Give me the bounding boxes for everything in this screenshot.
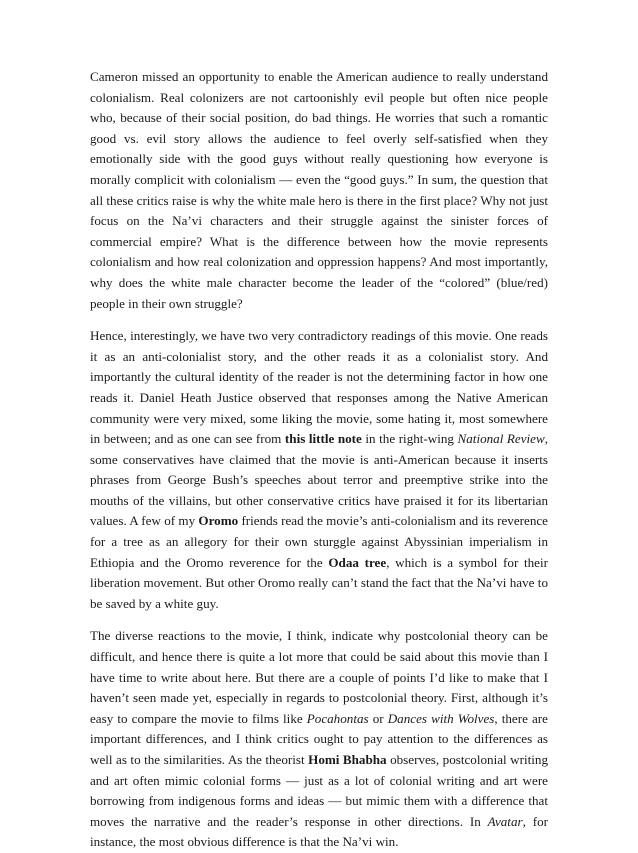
italic-title: Avatar: [487, 813, 523, 829]
bold-term: this little note: [284, 431, 362, 447]
text-run: friends read the movie’s anti-colonialism and its reverence for a tree as an allegory for their own sturggle against Abyssinian imperialism in Ethiopia and the Oromo reverence for the: [90, 513, 548, 570]
paragraph-3: [90, 626, 548, 853]
text-run: , which is a symbol for their liberation movement. But other Oromo really can’t stand the fact that the Na’vi have to be saved by a white guy.: [90, 554, 548, 611]
italic-title: Pocahontas: [306, 710, 369, 726]
text-run: , some conservatives have claimed that the movie is anti-American because it inserts phrases from George Bush’s speeches about terror and preemptive strike into the mouths of the villains, but other conservative critics have praised it for its libertarian values. A few of my: [90, 431, 549, 529]
text-run: observes, postcolonial writing and art often mimic colonial forms — just as a lot of colonial writing and art were borrowing from indigenous forms and ideas — but mimic them with a difference that moves the narrative and the reader’s response in other directions. In: [90, 752, 548, 829]
italic-title: Dances with Wolves: [387, 710, 495, 726]
italic-title: National Review: [457, 431, 545, 447]
text-run: Hence, interestingly, we have two very contradictory readings of this movie. One reads it as an anti-colonialist story, and the other reads it as a colonialist story. And importantly the cultural identity of the reader is not the determining factor in how one reads it. Daniel Heath Justice observed that responses among the Native American community were very mixed, some liking the movie, some hating it, most somewhere in between; and as one can see from: [90, 328, 548, 447]
text-run: in the right-wing: [361, 431, 458, 447]
bold-term: Odaa tree: [328, 554, 387, 570]
bold-term: Homi Bhabha: [308, 752, 387, 767]
document-body: [90, 67, 548, 853]
paragraph-1: [90, 67, 548, 314]
text-run: Cameron missed an opportunity to enable the American audience to really understand colonialism. Real colonizers are not cartoonishly evil people but often nice people who, because of their social position, do bad things. He worries that such a romantic good vs. evil story allows the audience to feel overly self-satisfied when they emotionally side with the good guys without really questioning how everyone is morally complicit with colonialism — even the “good guys.” In sum, the question that all these critics raise is why the white male hero is there in the first place? Why not just focus on the Na’vi characters and their struggle against the sinister forces of commercial empire? What is the difference between how the movie represents colonialism and how real colonization and oppression happens? And most importantly, why does the white male character become the leader of the “colored” (blue/red) people in their own struggle?: [90, 69, 548, 311]
text-run: The diverse reactions to the movie, I think, indicate why postcolonial theory can be difficult, and hence there is quite a lot more that could be said about this movie than I have time to write about here. But there are a couple of points I’d like to make that I haven’t seen made yet, especially in regards to postcolonial theory. First, although it’s easy to compare the movie to films like: [90, 628, 548, 726]
text-run: or: [368, 710, 388, 726]
paragraph-2: [90, 326, 548, 614]
bold-term: Oromo: [198, 513, 239, 529]
text-run: , for instance, the most obvious difference is that the Na’vi win.: [90, 813, 548, 850]
text-run: , there are important differences, and I think critics ought to pay attention to the differences as well as to the similarities. As the theorist: [90, 710, 548, 767]
